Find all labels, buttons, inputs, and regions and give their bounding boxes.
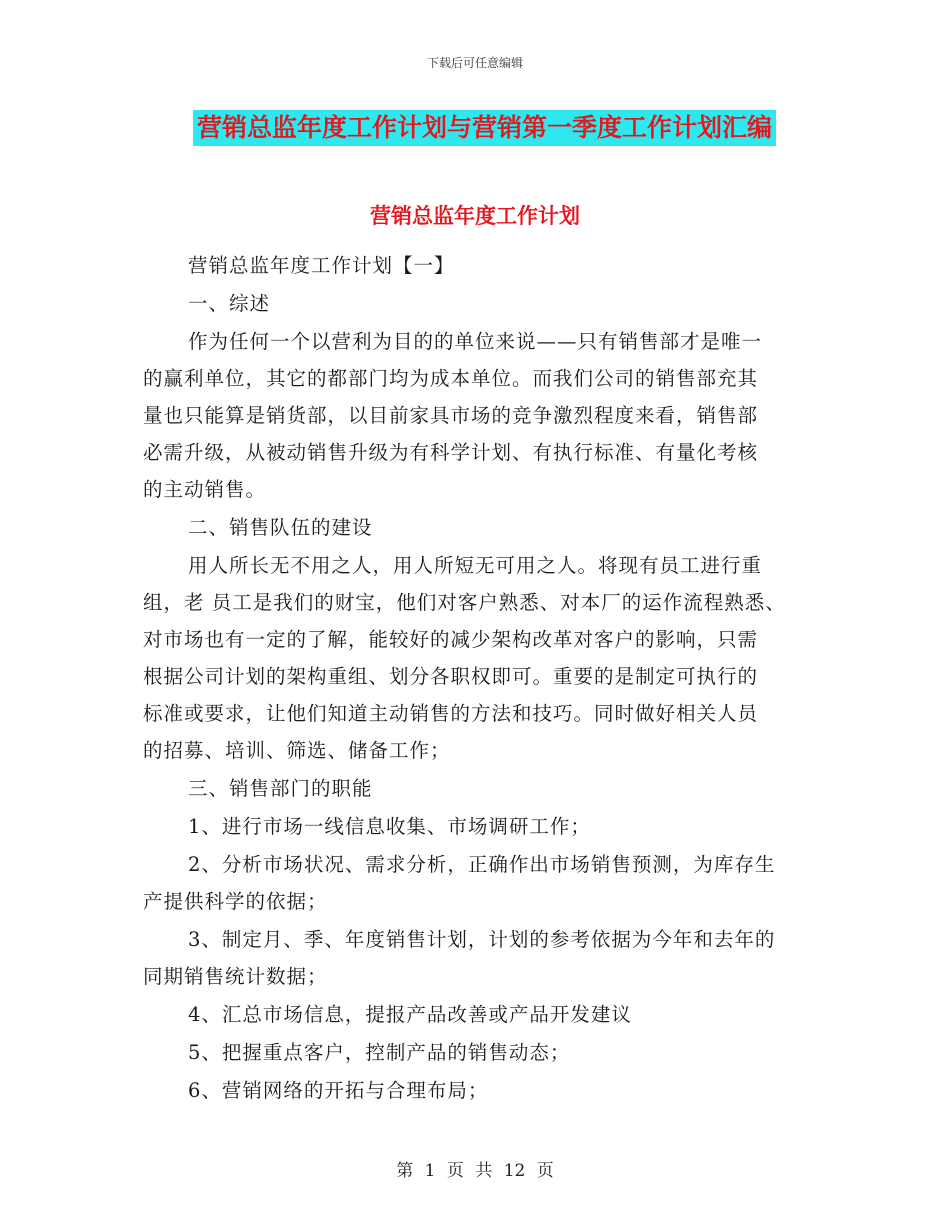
paragraph-line: 作为任何一个以营利为目的的单位来说——只有销售部才是唯一 bbox=[188, 330, 763, 353]
paragraph-line: 根据公司计划的架构重组、划分各职权即可。重要的是制定可执行的 bbox=[143, 665, 759, 688]
paragraph-line: 1、进行市场一线信息收集、市场调研工作； bbox=[188, 815, 591, 838]
paragraph-line: 三、销售部门的职能 bbox=[188, 777, 373, 800]
paragraph-line: 量也只能算是销货部，以目前家具市场的竞争激烈程度来看，销售部 bbox=[143, 404, 759, 427]
paragraph-line: 必需升级，从被动销售升级为有科学计划、有执行标准、有量化考核 bbox=[143, 441, 759, 464]
paragraph-line: 标准或要求，让他们知道主动销售的方法和技巧。同时做好相关人员 bbox=[143, 702, 759, 725]
header-note: 下载后可任意编辑 bbox=[426, 56, 523, 70]
document-title: 营销总监年度工作计划与营销第一季度工作计划汇编 bbox=[193, 110, 776, 146]
paragraph-line: 的赢利单位，其它的都部门均为成本单位。而我们公司的销售部充其 bbox=[143, 367, 759, 390]
paragraph-line: 对市场也有一定的了解，能较好的减少架构改革对客户的影响，只需 bbox=[143, 628, 759, 651]
paragraph-line: 二、销售队伍的建设 bbox=[188, 516, 373, 539]
paragraph-line: 用人所长无不用之人，用人所短无可用之人。将现有员工进行重 bbox=[188, 554, 763, 577]
paragraph-line: 4、汇总市场信息，提报产品改善或产品开发建议 bbox=[188, 1003, 632, 1026]
paragraph-line: 同期销售统计数据； bbox=[143, 965, 328, 988]
paragraph-line: 6、营销网络的开拓与合理布局； bbox=[188, 1079, 489, 1102]
paragraph-line: 一、综述 bbox=[188, 292, 271, 315]
paragraph-line: 的主动销售。 bbox=[143, 478, 267, 501]
paragraph-line: 2、分析市场状况、需求分析，正确作出市场销售预测，为库存生 bbox=[188, 853, 776, 876]
paragraph-line: 产提供科学的依据； bbox=[143, 890, 328, 913]
paragraph-line: 组，老 员工是我们的财宝，他们对客户熟悉、对本厂的运作流程熟悉、 bbox=[143, 591, 786, 614]
page-footer: 第 1 页 共 12 页 bbox=[396, 1161, 554, 1181]
paragraph-line: 5、把握重点客户，控制产品的销售动态； bbox=[188, 1041, 571, 1064]
paragraph-line: 的招募、培训、筛选、储备工作； bbox=[143, 739, 451, 762]
section-title: 营销总监年度工作计划 bbox=[370, 204, 580, 228]
paragraph-line: 营销总监年度工作计划【一】 bbox=[188, 254, 455, 277]
paragraph-line: 3、制定月、季、年度销售计划，计划的参考依据为今年和去年的 bbox=[188, 928, 776, 951]
